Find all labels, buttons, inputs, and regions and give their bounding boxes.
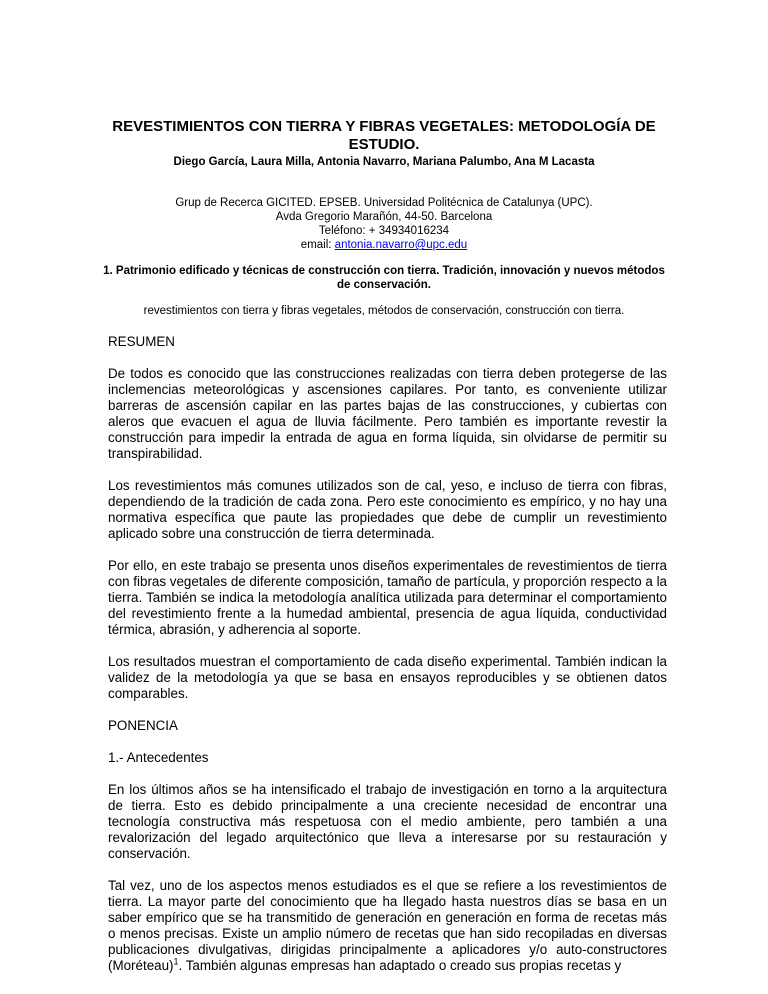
paper-title: REVESTIMIENTOS CON TIERRA Y FIBRAS VEGETALES: METODOLOGÍA DE ESTUDIO. xyxy=(112,118,656,153)
resumen-heading: RESUMEN xyxy=(108,334,175,349)
resumen-paragraph: De todos es conocido que las construcciones realizadas con tierra deben protegerse de las inclemencias meteorológicas y ascensiones capilares. Por tanto, es conveniente utilizar barreras de ascensión capilar en las partes bajas de las construcciones, y cubiertas con aleros que evacuen el agua de lluvia fácilmente. Pero también es importante revestir la construcción para impedir la entrada de agua en forma líquida, sin olvidarse de permitir su transpirabilidad. xyxy=(108,366,667,461)
email-link[interactable]: antonia.navarro@upc.edu xyxy=(334,239,468,251)
antecedentes-heading: 1.- Antecedentes xyxy=(108,750,209,765)
ponencia-paragraph: En los últimos años se ha intensificado el trabajo de investigación en torno a la arquitectura de tierra. Esto es debido principalmente a una creciente necesidad de encontrar una tecnología constructiva más respetuosa con el medio ambiente, pero también a una revalorización del legado arquitectónico que lleva a interesarse por su restauración y conservación. xyxy=(108,782,667,861)
affiliation-block xyxy=(80,196,688,252)
affiliation-email-line xyxy=(80,238,688,252)
affiliation-phone: Teléfono: + 34934016234 xyxy=(318,225,450,237)
keywords: revestimientos con tierra y fibras vegetales, métodos de conservación, construcción con tierra. xyxy=(143,305,625,317)
paper-body xyxy=(108,334,667,990)
paragraph-text-cont: . También algunas empresas han adaptado o creado sus propias recetas y xyxy=(178,958,622,973)
ponencia-paragraph-last xyxy=(108,878,667,974)
section-topic: 1. Patrimonio edificado y técnicas de construcción con tierra. Tradición, innovación y nuevos métodos de conservación. xyxy=(103,265,665,291)
footnote-ref: 1 xyxy=(173,956,179,967)
resumen-paragraph: Por ello, en este trabajo se presenta unos diseños experimentales de revestimientos de tierra con fibras vegetales de diferente composición, tamaño de partícula, y proporción respecto a la tierra. También se indica la metodología analítica utilizada para determinar el comportamiento del revestimiento frente a la humedad ambiental, presencia de agua líquida, conductividad térmica, abrasión, y adherencia al soporte. xyxy=(108,558,668,637)
resumen-paragraph: Los resultados muestran el comportamiento de cada diseño experimental. También indican la validez de la metodología ya que se basa en ensayos reproducibles y se obtienen datos comparables. xyxy=(108,654,667,701)
authors-line: Diego García, Laura Milla, Antonia Navarro, Mariana Palumbo, Ana M Lacasta xyxy=(173,156,595,168)
email-label: email: xyxy=(300,239,335,251)
affiliation-group: Grup de Recerca GICITED. EPSEB. Universidad Politécnica de Catalunya (UPC). xyxy=(175,197,593,209)
resumen-paragraph: Los revestimientos más comunes utilizados son de cal, yeso, e incluso de tierra con fibras, dependiendo de la tradición de cada zona. Pero este conocimiento es empírico, y no hay una normativa específica que paute las propiedades que debe de cumplir un revestimiento aplicado sobre una construcción de tierra determinada. xyxy=(108,478,667,541)
paragraph-text: Tal vez, uno de los aspectos menos estudiados es el que se refiere a los revestimientos de tierra. La mayor parte del conocimiento que ha llegado hasta nuestros días se basa en un saber empírico que se ha transmitido de generación en generación en forma de recetas más o menos precisas. Existe un amplio número de recetas que han sido recopiladas en diversas publicaciones divulgativas, dirigidas principalmente a aplicadores y/o auto-constructores (Moréteau) xyxy=(108,878,667,973)
ponencia-heading: PONENCIA xyxy=(108,718,178,733)
affiliation-address: Avda Gregorio Marañón, 44-50. Barcelona xyxy=(275,211,493,223)
